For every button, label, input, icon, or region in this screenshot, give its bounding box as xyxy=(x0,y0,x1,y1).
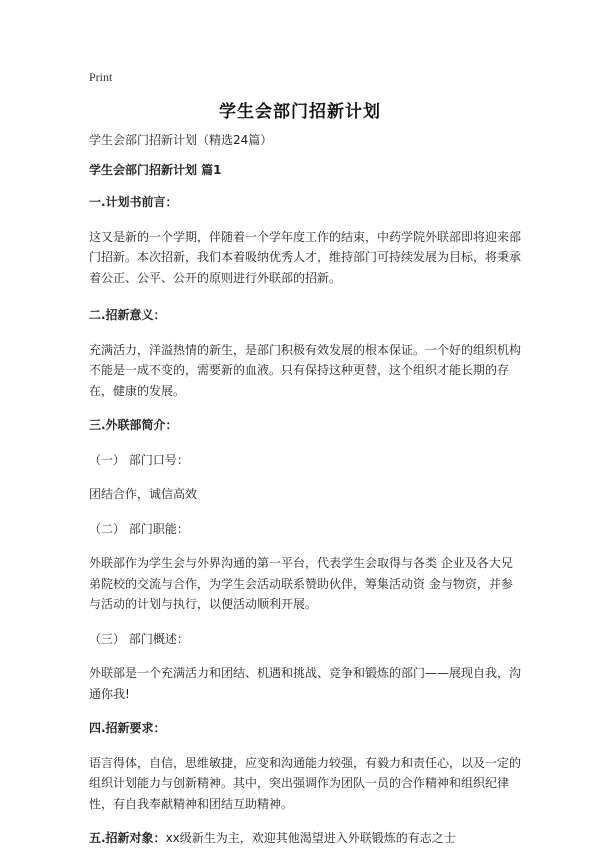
section-body-requirements: 语言得体，自信，思维敏捷，应变和沟通能力较强，有毅力和责任心，以及一定的组织计划能力与创新精神。其中，突出强调作为团队一员的合作精神和组织纪律性，有自我奉献精神和团结互助精神。 xyxy=(89,755,522,811)
section-heading-preface: 一.计划书前言： xyxy=(89,195,178,209)
document-subtitle: 学生会部门招新计划（精选24篇） xyxy=(89,133,273,147)
subsection-body-slogan: 团结合作，诚信高效 xyxy=(89,487,198,501)
page-title: 学生会部门招新计划 xyxy=(219,102,381,122)
document-body xyxy=(89,130,521,849)
part-title: 学生会部门招新计划 篇1 xyxy=(89,162,222,177)
subsection-heading-function: （二） 部门职能： xyxy=(89,521,189,536)
subsection-heading-overview: （三） 部门概述： xyxy=(89,631,189,646)
section-heading-requirements: 四.招新要求： xyxy=(89,721,166,735)
subsection-body-overview: 外联部是一个充满活力和团结、机遇和挑战、竞争和锻炼的部门——展现自我，沟通你我! xyxy=(89,666,522,701)
section-body-significance: 充满活力，洋溢热情的新生，是部门积极有效发展的根本保证。一个好的组织机构不能是一成不变的，需要新的血液。只有保持这种更替，这个组织才能长期的存在，健康的发展。 xyxy=(89,342,522,398)
section-heading-significance: 二.招新意义： xyxy=(89,308,166,322)
section-body-target: xx级新生为主，欢迎其他渴望进入外联锻炼的有志之士 xyxy=(165,831,456,845)
subsection-heading-slogan: （一） 部门口号： xyxy=(89,452,189,467)
section-body-preface: 这又是新的一个学期，伴随着一个学年度工作的结束，中药学院外联部即将迎来部门招新。本次招新，我们本着吸纳优秀人才，维持部门可持续发展为目标，将秉承着公正、公平、公开的原则进行外联部的招新。 xyxy=(89,229,522,285)
subsection-body-function: 外联部作为学生会与外界沟通的第一平台，代表学生会取得与各类 企业及各大兄弟院校的交流与合作，为学生会活动联系赞助伙伴，筹集活动资 金与物资，并参与活动的计划与执行，以便活动顺利开展。 xyxy=(89,556,513,611)
section-heading-target: 五.招新对象： xyxy=(89,831,166,845)
section-target xyxy=(89,828,521,849)
section-heading-intro: 三.外联部简介： xyxy=(89,418,178,432)
print-link[interactable]: Print xyxy=(89,70,113,84)
